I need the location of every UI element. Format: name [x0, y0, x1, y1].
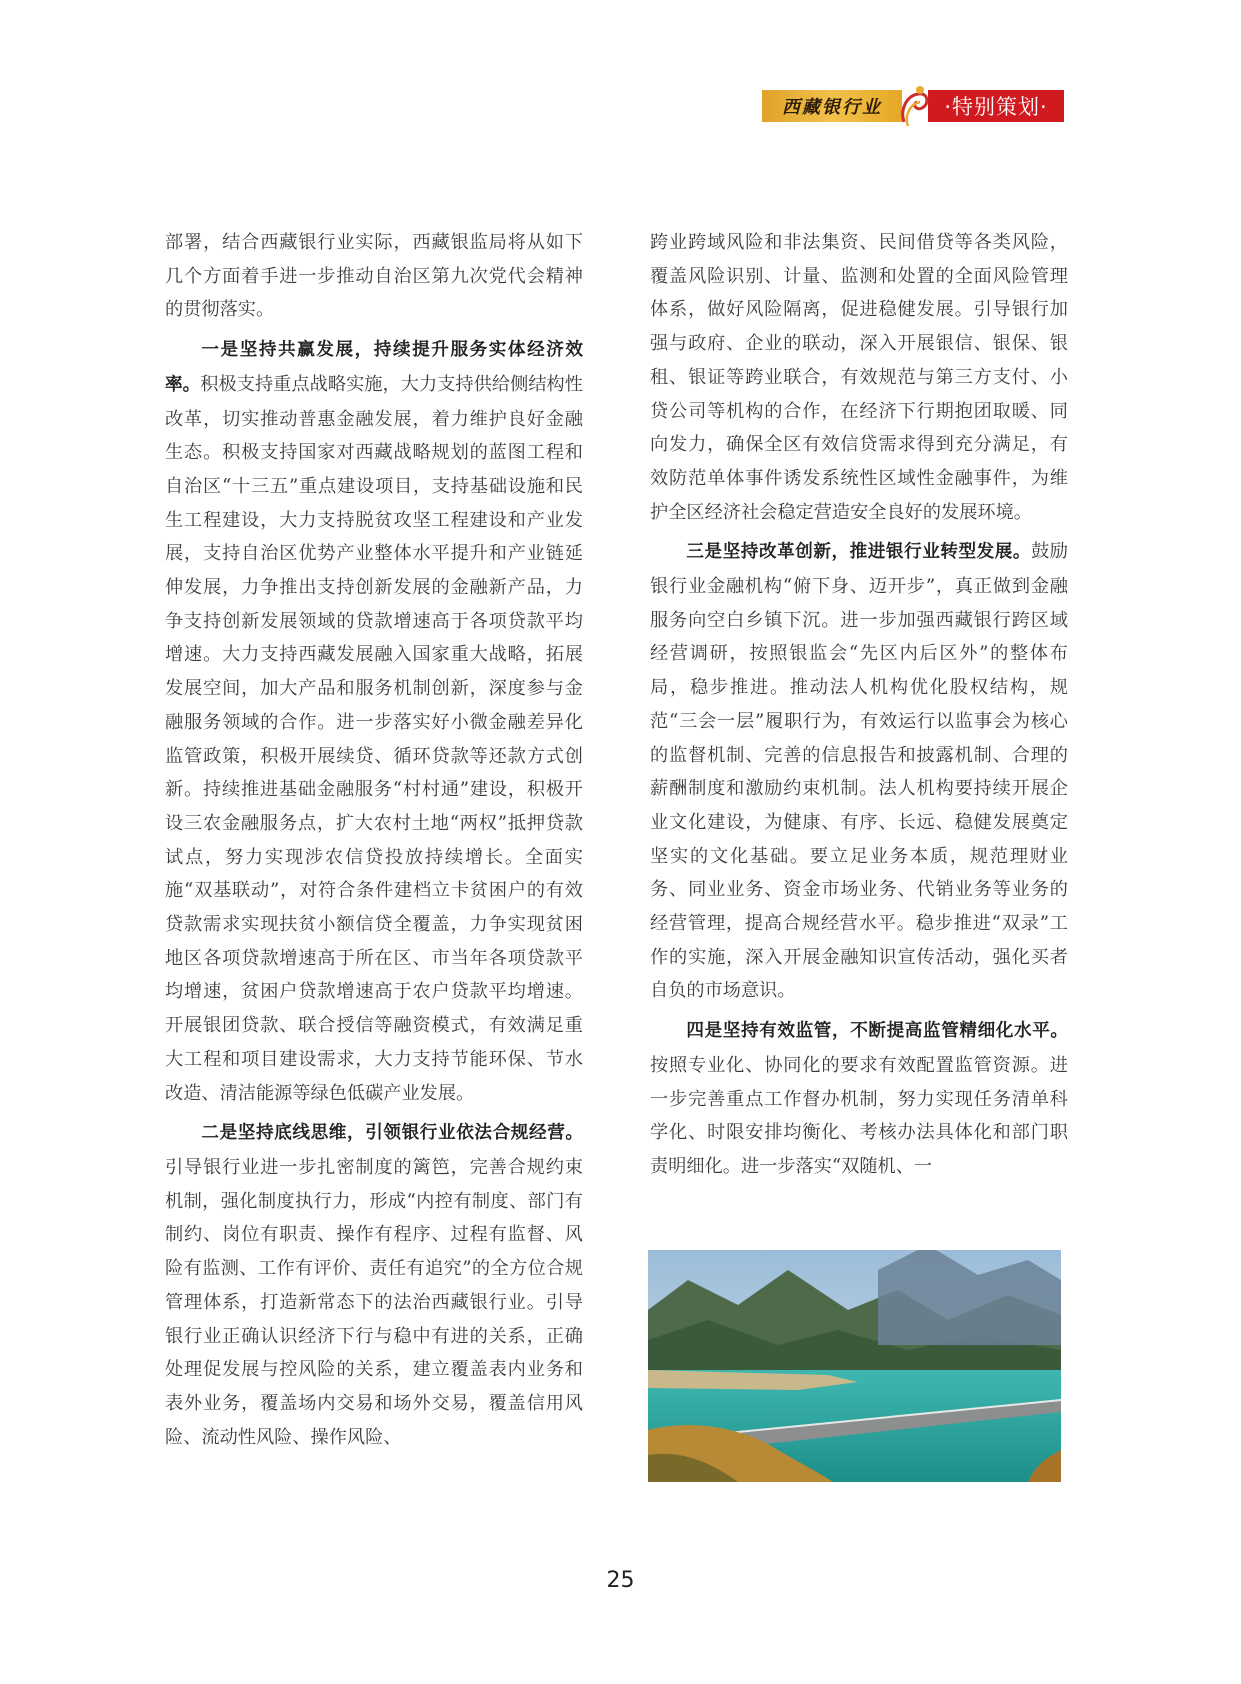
paragraph — [165, 333, 583, 1110]
right-text-column — [650, 226, 1068, 1190]
paragraph-body: 引导银行业进一步扎密制度的篱笆，完善合规约束机制，强化制度执行力，形成“内控有制度、部门有制约、岗位有职责、操作有程序、过程有监督、风险有监测、工作有评价、责任有追究”的全方位合规管理体系，打造新常态下的法治西藏银行业。引导银行业正确认识经济下行与稳中有进的关系，正确处理促发展与控风险的关系，建立覆盖表内业务和表外业务，覆盖场内交易和场外交易，覆盖信用风险、流动性风险、操作风险、 — [165, 1156, 583, 1448]
paragraph: 跨业跨域风险和非法集资、民间借贷等各类风险，覆盖风险识别、计量、监测和处置的全面风险管理体系，做好风险隔离，促进稳健发展。引导银行加强与政府、企业的联动，深入开展银信、银保、银租、银证等跨业联合，有效规范与第三方支付、小贷公司等机构的合作，在经济下行期抱团取暖、同向发力，确保全区有效信贷需求得到充分满足，有效防范单体事件诱发系统性区域性金融事件，为维护全区经济社会稳定营造安全良好的发展环境。 — [650, 232, 1068, 523]
paragraph-heading: 二是坚持底线思维，引领银行业依法合规经营。 — [201, 1123, 583, 1144]
swirl-ornament-icon — [902, 90, 928, 122]
paragraph-body: 按照专业化、协同化的要求有效配置监管资源。进一步完善重点工作督办机制，努力实现任务清单科学化、时限安排均衡化、考核办法具体化和部门职责明细化。进一步落实“双随机、一 — [650, 1054, 1068, 1177]
left-text-column — [165, 226, 583, 1460]
paragraph — [650, 1014, 1068, 1184]
magazine-logo: 西藏银行业 — [762, 90, 902, 122]
section-header-banner — [762, 90, 1064, 122]
paragraph-heading: 一是坚持共赢发展，持续提升服务实体经济效率。 — [165, 340, 583, 395]
lake-bridge-photo — [648, 1250, 1061, 1482]
paragraph-body: 鼓励银行业金融机构“俯下身、迈开步”，真正做到金融服务向空白乡镇下沉。进一步加强西藏银行跨区域经营调研，按照银监会“先区内后区外”的整体布局，稳步推进。推动法人机构优化股权结构，规范“三会一层”履职行为，有效运行以监事会为核心的监督机制、完善的信息报告和披露机制、合理的薪酬制度和激励约束机制。法人机构要持续开展企业文化建设，为健康、有序、长远、稳健发展奠定坚实的文化基础。要立足业务本质，规范理财业务、同业业务、资金市场业务、代销业务等业务的经营管理，提高合规经营水平。稳步推进“双录”工作的实施，深入开展金融知识宣传活动，强化买者自负的市场意识。 — [650, 541, 1068, 1002]
paragraph — [650, 535, 1068, 1008]
page-number: 25 — [606, 1568, 635, 1593]
paragraph — [165, 1116, 583, 1454]
section-title: ·特别策划· — [928, 90, 1064, 122]
paragraph-heading: 三是坚持改革创新，推进银行业转型发展。 — [686, 542, 1032, 563]
paragraph-body: 积极支持重点战略实施，大力支持供给侧结构性改革，切实推动普惠金融发展，着力维护良好金融生态。积极支持国家对西藏战略规划的蓝图工程和自治区“十三五”重点建设项目，支持基础设施和民生工程建设，大力支持脱贫攻坚工程建设和产业发展，支持自治区优势产业整体水平提升和产业链延伸发展，力争推出支持创新发展的金融新产品，力争支持创新发展领域的贷款增速高于各项贷款平均增速。大力支持西藏发展融入国家重大战略，拓展发展空间，加大产品和服务机制创新，深度参与金融服务领域的合作。进一步落实好小微金融差异化监管政策，积极开展续贷、循环贷款等还款方式创新。持续推进基础金融服务“村村通”建设，积极开设三农金融服务点，扩大农村土地“两权”抵押贷款试点，努力实现涉农信贷投放持续增长。全面实施“双基联动”，对符合条件建档立卡贫困户的有效贷款需求实现扶贫小额信贷全覆盖，力争实现贫困地区各项贷款增速高于所在区、市当年各项贷款平均增速，贫困户贷款增速高于农户贷款平均增速。开展银团贷款、联合授信等融资模式，有效满足重大工程和项目建设需求，大力支持节能环保、节水改造、清洁能源等绿色低碳产业发展。 — [165, 373, 583, 1104]
paragraph-heading: 四是坚持有效监管，不断提高监管精细化水平。 — [686, 1021, 1068, 1042]
paragraph: 部署，结合西藏银行业实际，西藏银监局将从如下几个方面着手进一步推动自治区第九次党代会精神的贯彻落实。 — [165, 232, 583, 321]
